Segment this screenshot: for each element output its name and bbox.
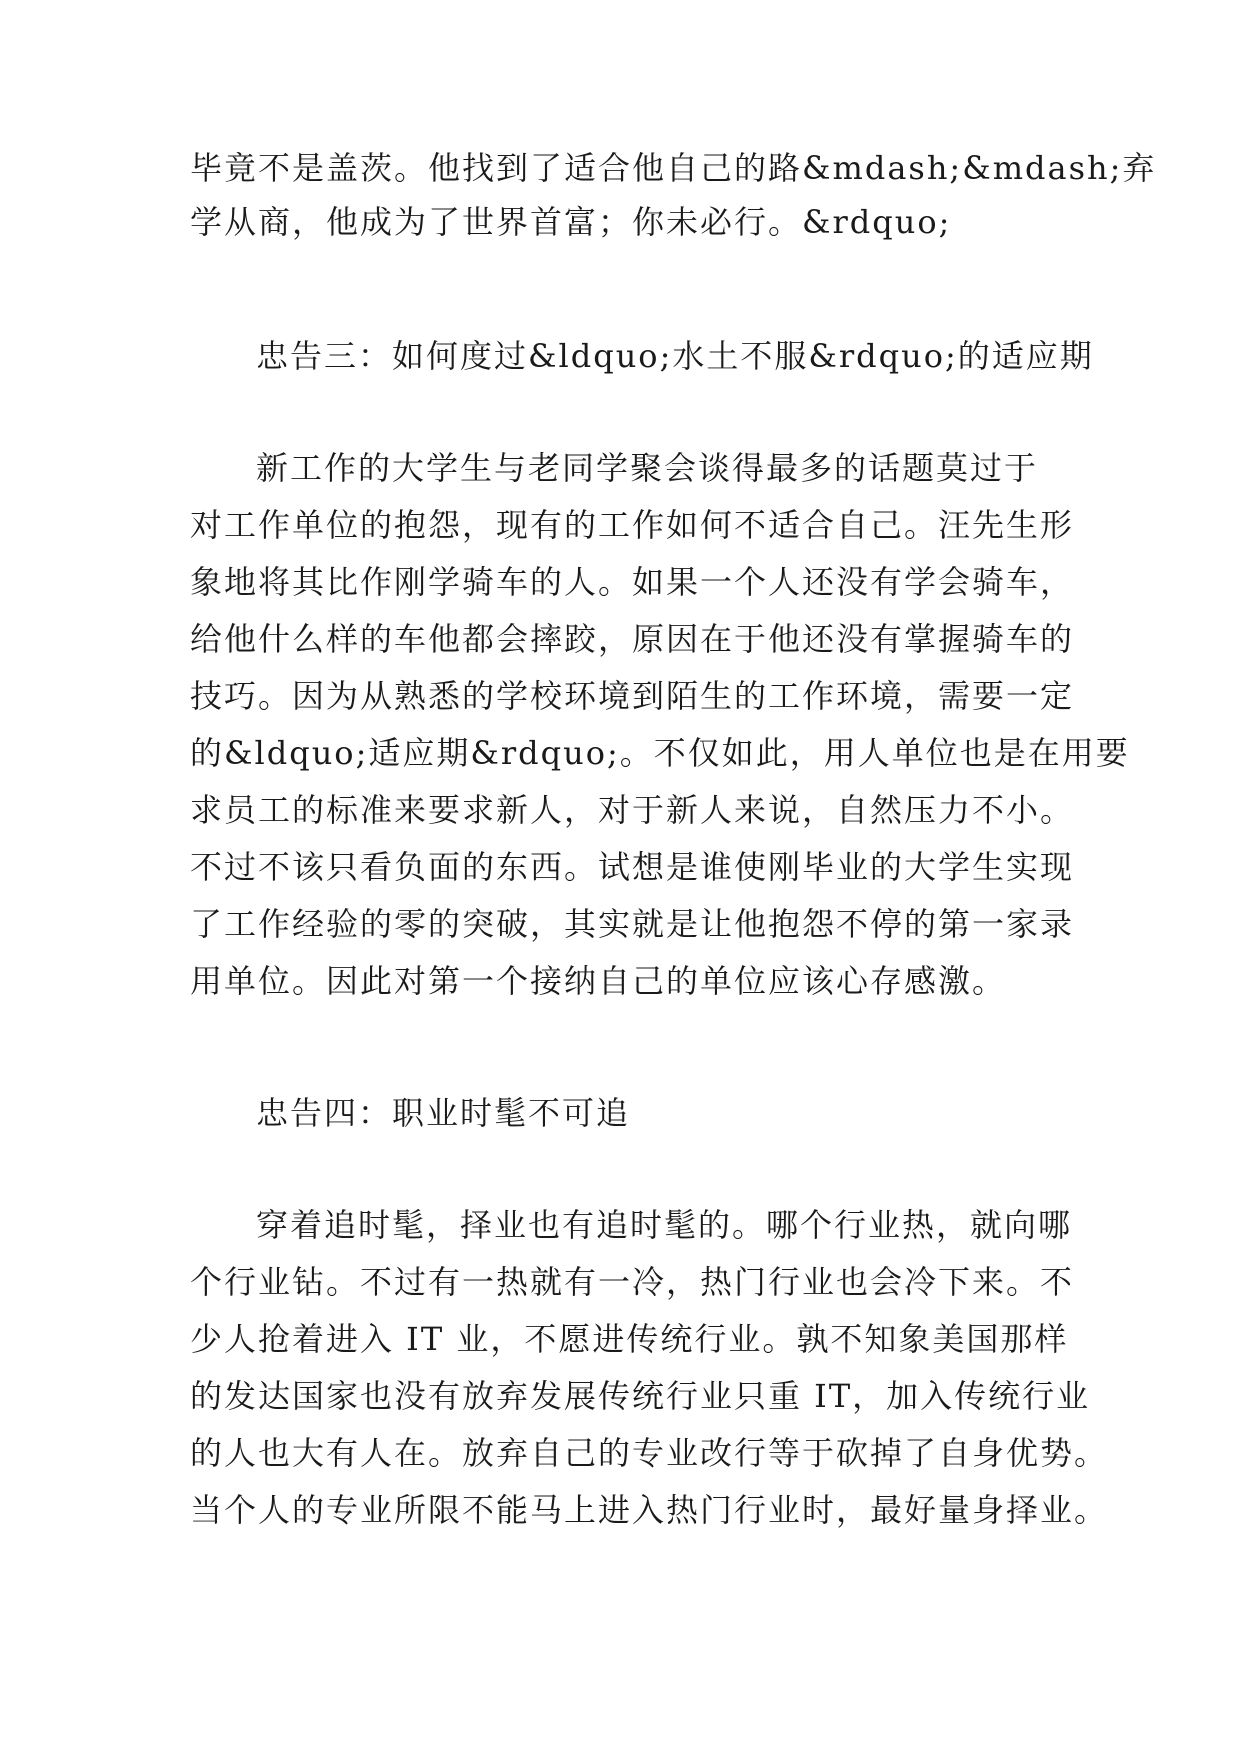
text-line: 的发达国家也没有放弃发展传统行业只重 IT，加入传统行业 <box>190 1377 1091 1415</box>
section-heading: 忠告三：如何度过&ldquo;水土不服&rdquo;的适应期 <box>256 337 1094 375</box>
text-line: 技巧。因为从熟悉的学校环境到陌生的工作环境，需要一定 <box>190 677 1075 715</box>
text-line: 学从商，他成为了世界首富；你未必行。&rdquo; <box>190 203 952 241</box>
text-line: 对工作单位的抱怨，现有的工作如何不适合自己。汪先生形 <box>190 506 1075 544</box>
text-line: 个行业钻。不过有一热就有一冷，热门行业也会冷下来。不 <box>190 1263 1075 1301</box>
text-line: 当个人的专业所限不能马上进入热门行业时，最好量身择业。 <box>190 1491 1109 1529</box>
text-line: 给他什么样的车他都会摔跤，原因在于他还没有掌握骑车的 <box>190 620 1075 658</box>
text-line: 新工作的大学生与老同学聚会谈得最多的话题莫过于 <box>256 449 1039 487</box>
section-heading: 忠告四：职业时髦不可追 <box>256 1094 631 1132</box>
text-line: 的人也大有人在。放弃自己的专业改行等于砍掉了自身优势。 <box>190 1434 1109 1472</box>
text-line: 象地将其比作刚学骑车的人。如果一个人还没有学会骑车， <box>190 563 1075 601</box>
text-line: 少人抢着进入 IT 业，不愿进传统行业。孰不知象美国那样 <box>190 1320 1069 1358</box>
text-line: 的&ldquo;适应期&rdquo;。不仅如此，用人单位也是在用要 <box>190 734 1130 772</box>
text-line: 毕竟不是盖茨。他找到了适合他自己的路&mdash;&mdash;弃 <box>190 149 1157 187</box>
text-line: 穿着追时髦，择业也有追时髦的。哪个行业热，就向哪 <box>256 1206 1073 1244</box>
text-line: 了工作经验的零的突破，其实就是让他抱怨不停的第一家录 <box>190 905 1075 943</box>
text-line: 不过不该只看负面的东西。试想是谁使刚毕业的大学生实现 <box>190 848 1075 886</box>
text-line: 用单位。因此对第一个接纳自己的单位应该心存感激。 <box>190 962 1007 1000</box>
text-line: 求员工的标准来要求新人，对于新人来说，自然压力不小。 <box>190 791 1075 829</box>
